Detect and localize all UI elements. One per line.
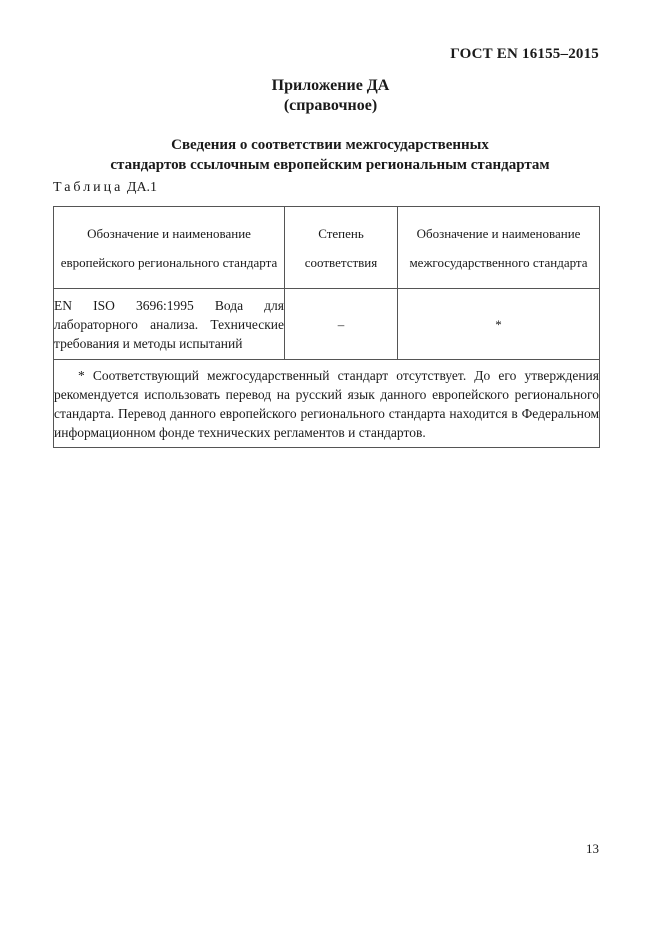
annex-title: Приложение ДА [271, 77, 390, 94]
cell-interstate-standard: * [398, 289, 600, 360]
cell-degree: – [285, 289, 398, 360]
table-caption-word: Таблица [53, 180, 124, 195]
section-title-line1: Сведения о соответствии межгосударственных [171, 137, 489, 153]
table-footnote-row [54, 360, 600, 448]
table-caption-number: ДА.1 [126, 180, 158, 195]
column-header-interstate-standard: Обозначение и наименование межгосударственного стандарта [398, 207, 600, 289]
section-title [40, 135, 620, 175]
cell-european-standard: EN ISO 3696:1995 Вода для лабораторного анализа. Технические требования и методы испытаний [54, 289, 285, 360]
annex-heading [0, 76, 661, 116]
page-number: 13 [586, 841, 599, 856]
correspondence-table [53, 206, 600, 448]
column-header-european-standard: Обозначение и наименование европейского регионального стандарта [54, 207, 285, 289]
table-footnote-cell [54, 360, 600, 448]
column-header-degree: Степень соответствия [285, 207, 398, 289]
table-header-row [54, 207, 600, 289]
table-caption [53, 180, 157, 196]
annex-subtitle: (справочное) [283, 97, 378, 114]
document-code: ГОСТ EN 16155–2015 [450, 46, 599, 62]
section-title-line2: стандартов ссылочным европейским региональным стандартам [110, 157, 550, 173]
table-footnote: * Соответствующий межгосударственный стандарт отсутствует. До его утверждения рекомендуется использовать перевод на русский язык данного европейского регионального стандарта. Перевод данного европейского регионального стандарта находится в Федеральном информационном фонде технических регламентов и стандартов. [54, 367, 599, 440]
table-row [54, 289, 600, 360]
